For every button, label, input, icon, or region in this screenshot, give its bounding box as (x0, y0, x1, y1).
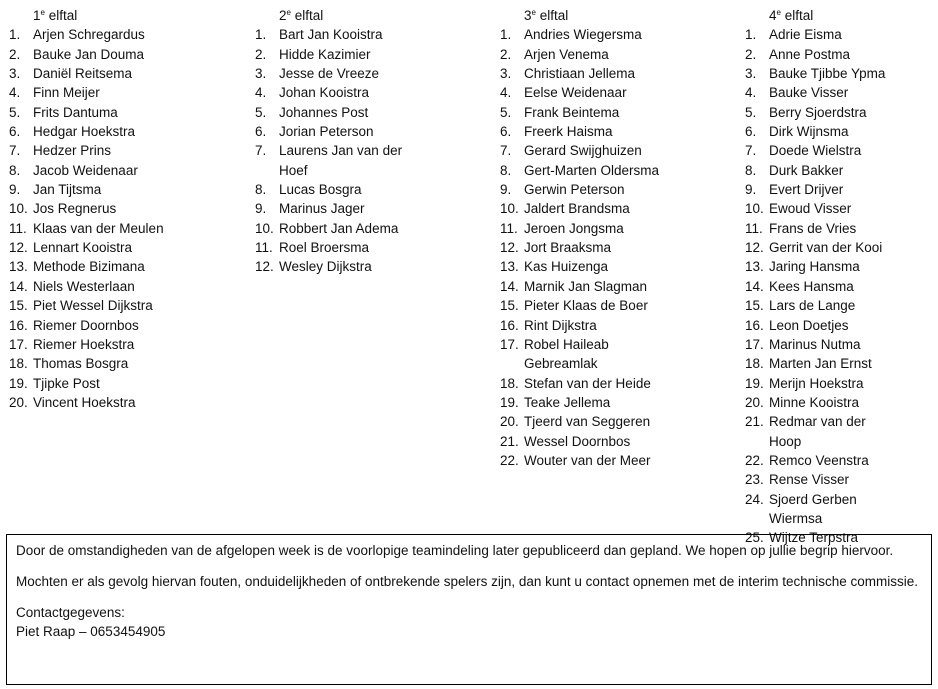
contact-info (16, 603, 922, 641)
player-name: Daniël Reitsema (33, 66, 133, 82)
player-name: Marinus Nutma (769, 336, 861, 352)
player-number: 12. (500, 240, 519, 256)
player-name: Jaring Hansma (769, 259, 860, 275)
player-item (255, 103, 495, 122)
player-name: Lars de Lange (769, 298, 856, 314)
player-number: 13. (500, 259, 519, 275)
player-number: 23. (745, 472, 764, 488)
player-number: 5. (255, 104, 267, 120)
player-name: Methode Bizimana (33, 259, 145, 275)
player-number: 14. (500, 278, 519, 294)
player-number: 16. (9, 317, 28, 333)
player-number: 12. (255, 259, 274, 275)
player-item (9, 141, 249, 160)
player-item (500, 277, 670, 296)
team-column-4 (745, 6, 915, 548)
player-item (255, 45, 495, 64)
player-number: 21. (500, 433, 519, 449)
player-item (500, 161, 670, 180)
player-number: 8. (500, 162, 512, 178)
player-number: 12. (9, 240, 28, 256)
player-number: 8. (745, 162, 757, 178)
player-name: Arjen Schregardus (33, 27, 145, 43)
player-name: Redmar van der Hoop (769, 414, 866, 449)
player-number: 20. (745, 394, 764, 410)
player-number: 8. (9, 162, 21, 178)
player-name: Pieter Klaas de Boer (524, 298, 648, 314)
player-name: Hidde Kazimier (279, 46, 371, 62)
player-name: Ewoud Visser (769, 201, 852, 217)
player-name: Robbert Jan Adema (279, 220, 399, 236)
player-name: Dirk Wijnsma (769, 124, 849, 140)
player-number: 19. (500, 394, 519, 410)
team-title-number: 1 (33, 8, 41, 23)
player-item (500, 316, 670, 335)
player-item (745, 296, 915, 315)
player-item (500, 199, 670, 218)
player-number: 13. (745, 259, 764, 275)
player-name: Lucas Bosgra (279, 182, 362, 198)
player-item (500, 83, 670, 102)
player-number: 6. (745, 124, 757, 140)
player-number: 5. (9, 104, 21, 120)
player-number: 11. (745, 220, 763, 236)
player-number: 21. (745, 414, 764, 430)
player-number: 3. (255, 66, 267, 82)
player-item (500, 64, 670, 83)
player-name: Jorian Peterson (279, 124, 374, 140)
player-name: Vincent Hoekstra (33, 394, 136, 410)
player-item (255, 64, 495, 83)
player-name: Marinus Jager (279, 201, 365, 217)
player-item (9, 277, 249, 296)
team-title-text: elftal (780, 8, 814, 23)
player-name: Roel Broersma (279, 240, 370, 256)
player-name: Kas Huizenga (524, 259, 609, 275)
player-name: Teake Jellema (524, 394, 611, 410)
player-name: Christiaan Jellema (524, 66, 636, 82)
player-item (9, 83, 249, 102)
player-item (500, 45, 670, 64)
player-item (9, 161, 249, 180)
player-item (9, 238, 249, 257)
player-name: Gerrit van der Kooi (769, 240, 883, 256)
player-name: Adrie Eisma (769, 27, 842, 43)
player-name: Kees Hansma (769, 278, 854, 294)
player-item (745, 103, 915, 122)
player-number: 8. (255, 182, 267, 198)
player-name: Gerard Swijghuizen (524, 143, 642, 159)
player-number: 10. (9, 201, 28, 217)
player-number: 3. (500, 66, 512, 82)
player-number: 3. (745, 66, 757, 82)
player-name: Berry Sjoerdstra (769, 104, 867, 120)
player-item (500, 257, 670, 276)
player-item (500, 219, 670, 238)
player-number: 2. (745, 46, 757, 62)
player-number: 5. (745, 104, 757, 120)
player-name: Jesse de Vreeze (279, 66, 380, 82)
player-item (745, 83, 915, 102)
player-number: 10. (255, 220, 274, 236)
player-item (500, 122, 670, 141)
notice-paragraph: Mochten er als gevolg hiervan fouten, onduidelijkheden of ontbrekende spelers zijn, dan kunt u contact opnemen met de interim technische commissie. (16, 574, 919, 589)
player-number: 9. (9, 182, 21, 198)
player-name: Evert Drijver (769, 182, 844, 198)
player-item (500, 238, 670, 257)
player-number: 4. (500, 85, 512, 101)
player-number: 11. (500, 220, 518, 236)
player-name: Andries Wiegersma (524, 27, 642, 43)
player-number: 20. (500, 414, 519, 430)
team-column-3 (500, 6, 670, 470)
player-name: Anne Postma (769, 46, 851, 62)
player-name: Wijtze Terpstra (769, 530, 859, 546)
team-title-ordinal: e (286, 8, 291, 17)
player-item (9, 64, 249, 83)
player-number: 17. (9, 336, 28, 352)
player-name: Frans de Vries (769, 220, 857, 236)
player-item (500, 180, 670, 199)
player-number: 18. (9, 356, 28, 372)
player-number: 11. (255, 240, 273, 256)
player-item (255, 219, 495, 238)
player-number: 1. (500, 27, 512, 43)
player-item (745, 64, 915, 83)
team-title (500, 6, 670, 25)
player-name: Bauke Tjibbe Ypma (769, 66, 886, 82)
player-name: Jeroen Jongsma (524, 220, 624, 236)
player-number: 11. (9, 220, 27, 236)
player-item (255, 180, 495, 199)
player-item (255, 122, 495, 141)
player-number: 6. (500, 124, 512, 140)
player-name: Klaas van der Meulen (33, 220, 164, 236)
player-item (745, 141, 915, 160)
player-number: 4. (745, 85, 757, 101)
player-number: 18. (500, 375, 519, 391)
player-item (500, 296, 670, 315)
player-name: Laurens Jan van der Hoef (279, 143, 403, 178)
player-number: 22. (745, 452, 764, 468)
player-list (9, 25, 249, 412)
player-item (745, 277, 915, 296)
player-item (745, 25, 915, 44)
player-item (255, 83, 495, 102)
notice-paragraph: Door de omstandigheden van de afgelopen week is de voorlopige teamindeling later gepubliceerd dan gepland. We hopen op jullie begrip hiervoor. (16, 543, 894, 558)
player-number: 25. (745, 530, 764, 546)
player-item (745, 374, 915, 393)
player-item (9, 25, 249, 44)
player-item (9, 122, 249, 141)
player-name: Eelse Weidenaar (524, 85, 627, 101)
player-number: 16. (745, 317, 764, 333)
notice-box (6, 534, 932, 685)
player-number: 5. (500, 104, 512, 120)
player-item (9, 219, 249, 238)
player-number: 10. (745, 201, 764, 217)
player-name: Frank Beintema (524, 104, 620, 120)
player-number: 15. (9, 298, 28, 314)
player-name: Piet Wessel Dijkstra (33, 298, 153, 314)
player-name: Rense Visser (769, 472, 850, 488)
player-name: Hedgar Hoekstra (33, 124, 136, 140)
player-name: Jan Tijtsma (33, 182, 102, 198)
team-title-text: elftal (290, 8, 324, 23)
team-title-ordinal: e (776, 8, 781, 17)
player-name: Leon Doetjes (769, 317, 849, 333)
player-item (500, 412, 670, 431)
player-name: Bart Jan Kooistra (279, 27, 383, 43)
player-item (255, 199, 495, 218)
player-item (9, 335, 249, 354)
player-item (500, 25, 670, 44)
player-number: 15. (745, 298, 764, 314)
player-item (9, 257, 249, 276)
player-number: 9. (255, 201, 267, 217)
player-name: Doede Wielstra (769, 143, 862, 159)
player-name: Gert-Marten Oldersma (524, 162, 660, 178)
contact-line: Piet Raap – 0653454905 (16, 624, 166, 639)
player-number: 2. (255, 46, 267, 62)
player-number: 17. (500, 336, 519, 352)
player-number: 14. (745, 278, 764, 294)
player-name: Jacob Weidenaar (33, 162, 138, 178)
player-number: 14. (9, 278, 28, 294)
team-title-number: 4 (769, 8, 777, 23)
team-title-ordinal: e (40, 8, 45, 17)
player-name: Merijn Hoekstra (769, 375, 864, 391)
player-item (9, 393, 249, 412)
player-name: Wessel Doornbos (524, 433, 631, 449)
player-item (9, 374, 249, 393)
player-name: Robel Haileab Gebreamlak (524, 336, 609, 372)
player-item (500, 374, 670, 393)
player-number: 1. (9, 27, 21, 43)
player-name: Gerwin Peterson (524, 182, 625, 198)
player-item (9, 354, 249, 373)
player-name: Lennart Kooistra (33, 240, 133, 256)
player-list (500, 25, 670, 470)
player-item (9, 199, 249, 218)
player-item (500, 103, 670, 122)
player-name: Rint Dijkstra (524, 317, 597, 333)
player-item (745, 180, 915, 199)
player-number: 17. (745, 336, 764, 352)
player-name: Minne Kooistra (769, 394, 860, 410)
player-number: 22. (500, 452, 519, 468)
team-title-text: elftal (44, 8, 78, 23)
player-item (745, 45, 915, 64)
player-number: 7. (255, 143, 267, 159)
player-number: 7. (9, 143, 21, 159)
player-item (745, 412, 915, 451)
player-name: Durk Bakker (769, 162, 844, 178)
player-name: Thomas Bosgra (33, 356, 129, 372)
team-column-2 (255, 6, 495, 277)
player-name: Stefan van der Heide (524, 375, 651, 391)
team-title (255, 6, 495, 25)
player-number: 16. (500, 317, 519, 333)
player-name: Johan Kooistra (279, 85, 370, 101)
player-item (745, 122, 915, 141)
player-item (9, 180, 249, 199)
player-number: 9. (500, 182, 512, 198)
player-name: Bauke Jan Douma (33, 46, 145, 62)
team-title-ordinal: e (531, 8, 536, 17)
player-item (745, 393, 915, 412)
team-column-1 (9, 6, 249, 412)
player-name: Finn Meijer (33, 85, 100, 101)
player-name: Tjeerd van Seggeren (524, 414, 651, 430)
player-number: 1. (255, 27, 267, 43)
player-number: 4. (255, 85, 267, 101)
player-item (745, 490, 915, 529)
player-number: 6. (255, 124, 267, 140)
player-number: 20. (9, 394, 28, 410)
player-number: 4. (9, 85, 21, 101)
player-list (255, 25, 495, 276)
player-number: 2. (9, 46, 21, 62)
player-name: Jort Braaksma (524, 240, 612, 256)
player-number: 1. (745, 27, 757, 43)
player-item (500, 141, 670, 160)
player-name: Arjen Venema (524, 46, 609, 62)
player-item (745, 238, 915, 257)
player-name: Bauke Visser (769, 85, 849, 101)
player-name: Hedzer Prins (33, 143, 112, 159)
contact-label: Contactgegevens: (16, 605, 125, 620)
player-name: Marten Jan Ernst (769, 356, 872, 372)
player-name: Freerk Haisma (524, 124, 613, 140)
player-number: 10. (500, 201, 519, 217)
player-item (9, 103, 249, 122)
player-item (745, 451, 915, 470)
player-number: 18. (745, 356, 764, 372)
player-item (745, 470, 915, 489)
player-number: 6. (9, 124, 21, 140)
player-number: 3. (9, 66, 21, 82)
player-number: 13. (9, 259, 28, 275)
player-item (255, 25, 495, 44)
player-number: 19. (745, 375, 764, 391)
player-number: 2. (500, 46, 512, 62)
player-item (745, 219, 915, 238)
player-item (255, 141, 495, 180)
player-number: 9. (745, 182, 757, 198)
team-title (9, 6, 249, 25)
player-name: Jos Regnerus (33, 201, 117, 217)
player-name: Marnik Jan Slagman (524, 278, 648, 294)
player-item (745, 354, 915, 373)
player-name: Sjoerd Gerben Wiermsa (769, 491, 857, 526)
player-item (500, 393, 670, 412)
player-number: 19. (9, 375, 28, 391)
player-item (745, 257, 915, 276)
player-number: 15. (500, 298, 519, 314)
team-columns (0, 6, 938, 546)
player-name: Riemer Hoekstra (33, 336, 135, 352)
player-item (255, 238, 495, 257)
player-name: Tjipke Post (33, 375, 100, 391)
player-list (745, 25, 915, 547)
player-name: Riemer Doornbos (33, 317, 139, 333)
player-name: Frits Dantuma (33, 104, 118, 120)
player-number: 12. (745, 240, 764, 256)
player-item (9, 296, 249, 315)
player-number: 7. (500, 143, 512, 159)
player-name: Remco Veenstra (769, 452, 869, 468)
team-title-number: 3 (524, 8, 532, 23)
player-item (745, 161, 915, 180)
player-item (745, 335, 915, 354)
player-name: Niels Westerlaan (33, 278, 135, 294)
team-title-number: 2 (279, 8, 287, 23)
player-item (9, 45, 249, 64)
player-item (500, 335, 670, 374)
player-item (255, 257, 495, 276)
player-name: Jaldert Brandsma (524, 201, 630, 217)
player-name: Wesley Dijkstra (279, 259, 372, 275)
player-name: Wouter van der Meer (524, 452, 651, 468)
player-name: Johannes Post (279, 104, 369, 120)
team-title (745, 6, 915, 25)
player-item (500, 432, 670, 451)
player-item (745, 199, 915, 218)
player-number: 24. (745, 491, 764, 507)
player-item (745, 316, 915, 335)
player-item (9, 316, 249, 335)
player-number: 7. (745, 143, 757, 159)
player-item (500, 451, 670, 470)
team-title-text: elftal (535, 8, 569, 23)
